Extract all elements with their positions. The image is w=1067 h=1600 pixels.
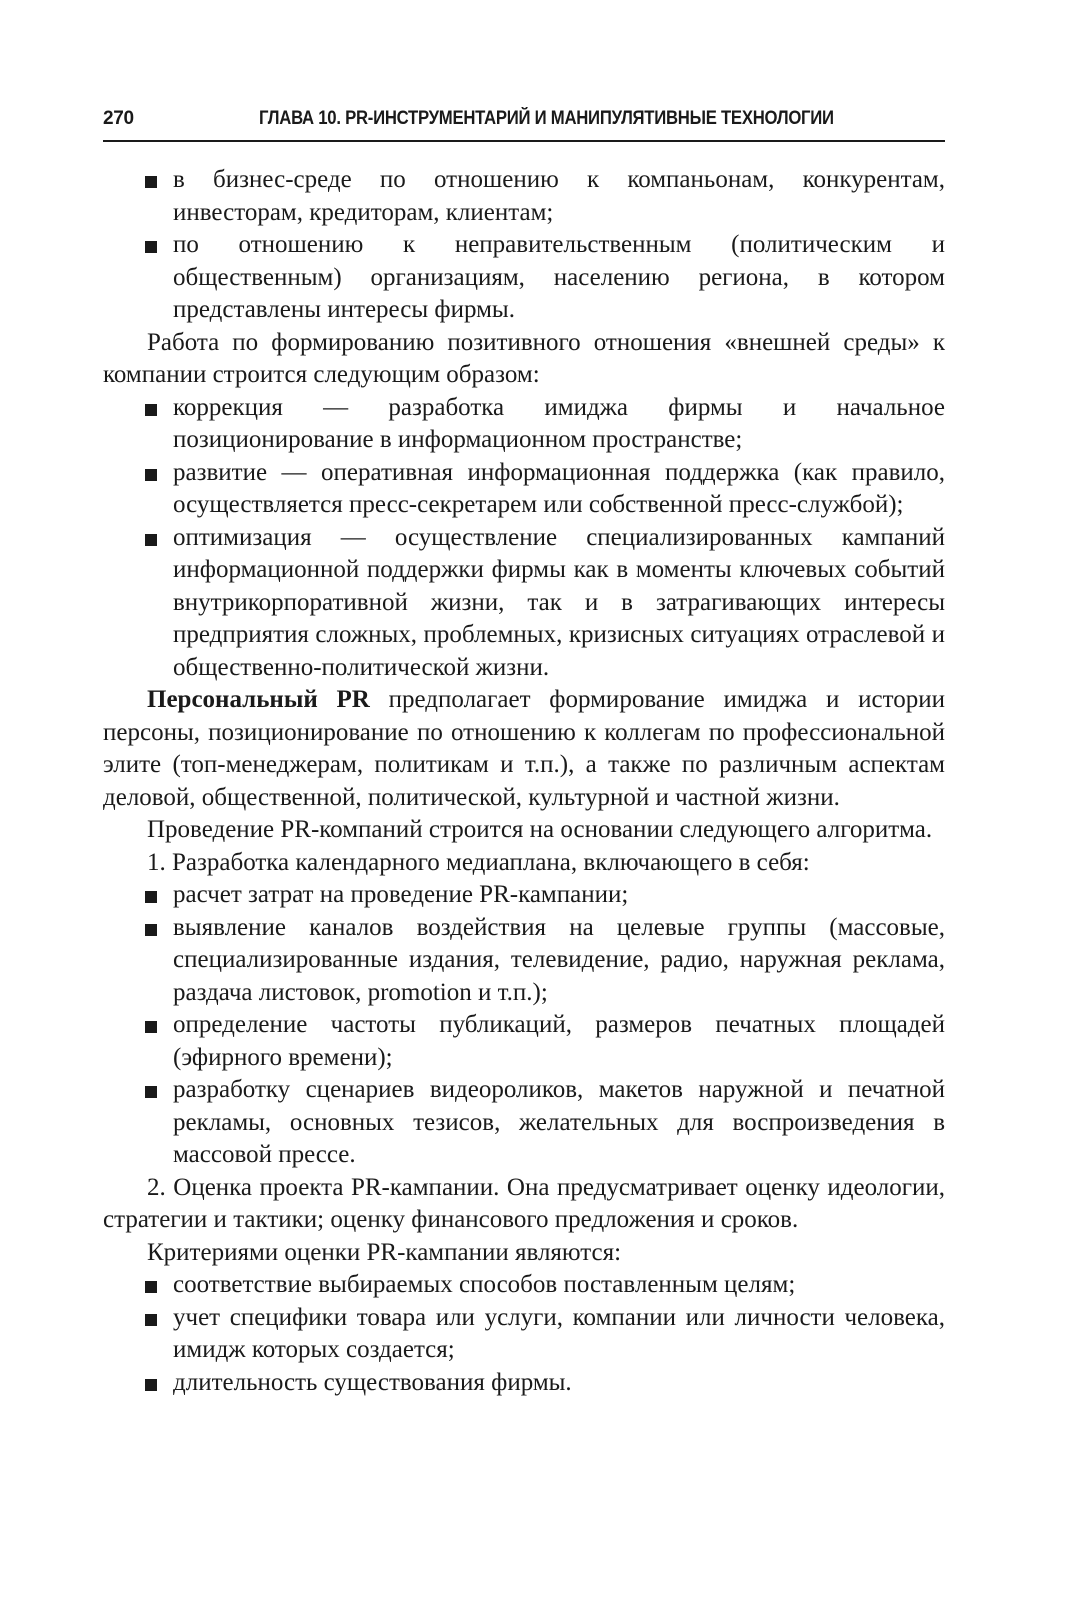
list-item-text: расчет затрат на проведение PR-кампании; (173, 881, 629, 908)
bullet-list-mediaplan (103, 879, 945, 1172)
paragraph-criteria: Критериями оценки PR-кампании являются: (147, 1238, 622, 1266)
square-bullet-icon (145, 176, 157, 188)
paragraph-external-environment: Работа по формированию позитивного отношения «внешней среды» к компании строится следующим образом: (103, 328, 945, 388)
chapter-title: ГЛАВА 10. PR-ИНСТРУМЕНТАРИЙ И МАНИПУЛЯТИВНЫЕ ТЕХНОЛОГИИ (259, 108, 834, 129)
square-bullet-icon (145, 534, 157, 546)
list-item-text: разработку сценариев видеороликов, макетов наружной и печатной рекламы, основных тезисов, желательных для воспроизведения в массовой прессе. (173, 1076, 945, 1168)
page-number: 270 (103, 108, 134, 129)
list-item (103, 392, 945, 457)
square-bullet-icon (145, 891, 157, 903)
square-bullet-icon (145, 1314, 157, 1326)
step-2: 2. Оценка проекта PR-кампании. Она предусматривает оценку идеологии, стратегии и тактики; оценку финансового предложения и сроков. (103, 1173, 945, 1233)
square-bullet-icon (145, 1281, 157, 1293)
page-body (103, 164, 945, 1399)
list-item (103, 522, 945, 685)
list-item (103, 912, 945, 1010)
list-item-text: определение частоты публикаций, размеров печатных площадей (эфирного времени); (173, 1011, 945, 1071)
list-item-text: учет специфики товара или услуги, компании или личности человека, имидж которых создается; (173, 1303, 945, 1363)
square-bullet-icon (145, 1086, 157, 1098)
list-item (103, 164, 945, 229)
list-item (103, 1367, 945, 1400)
list-item-text: развитие — оперативная информационная поддержка (как правило, осуществляется пресс-секретарем или собственной пресс-службой); (173, 458, 945, 518)
list-item (103, 457, 945, 522)
paragraph-text: предполагает формирование имиджа и истории персоны, позиционирование по отношению к коллегам по профессиональной элите (топ-менеджерам, политикам и т.п.), а также по различным аспектам деловой, общественной, политической, культурной и частной жизни. (103, 686, 945, 811)
list-item-text: длительность существования фирмы. (173, 1368, 572, 1396)
list-item (103, 1302, 945, 1367)
list-item-text: в бизнес-среде по отношению к компаньонам, конкурентам, инвесторам, кредиторам, клиентам; (173, 166, 945, 226)
step-1: 1. Разработка календарного медиаплана, включающего в себя: (147, 848, 810, 876)
list-item-text: оптимизация — осуществление специализированных кампаний информационной поддержки фирмы как в моменты ключевых событий внутрикорпоративной жизни, так и в затрагивающих интересы предприятия сложных, проблемных, кризисных ситуациях отраслевой и общественно-политической жизни. (173, 523, 945, 681)
list-item-text: по отношению к неправительственным (политическим и общественным) организациям, населению региона, в котором представлены интересы фирмы. (173, 231, 945, 323)
square-bullet-icon (145, 241, 157, 253)
running-head (103, 102, 945, 142)
list-item-text: выявление каналов воздействия на целевые группы (массовые, специализированные издания, телевидение, радио, наружная реклама, раздача листовок, promotion и т.п.); (173, 913, 945, 1006)
bullet-list-environments (103, 164, 945, 327)
bullet-list-criteria (103, 1269, 945, 1399)
paragraph-algorithm: Проведение PR-компаний строится на основании следующего алгоритма. (147, 816, 933, 843)
square-bullet-icon (145, 469, 157, 481)
list-item (103, 229, 945, 327)
bullet-list-stages (103, 392, 945, 685)
square-bullet-icon (145, 1379, 157, 1391)
paragraph-personal-pr (103, 684, 945, 814)
square-bullet-icon (145, 1021, 157, 1033)
list-item (103, 1009, 945, 1074)
list-item (103, 879, 945, 912)
list-item-text: коррекция — разработка имиджа фирмы и начальное позиционирование в информационном пространстве; (173, 393, 945, 453)
term-personal-pr: Персональный PR (147, 686, 370, 713)
list-item-text: соответствие выбираемых способов поставленным целям; (173, 1271, 796, 1298)
square-bullet-icon (145, 924, 157, 936)
list-item (103, 1074, 945, 1172)
square-bullet-icon (145, 404, 157, 416)
list-item (103, 1269, 945, 1302)
